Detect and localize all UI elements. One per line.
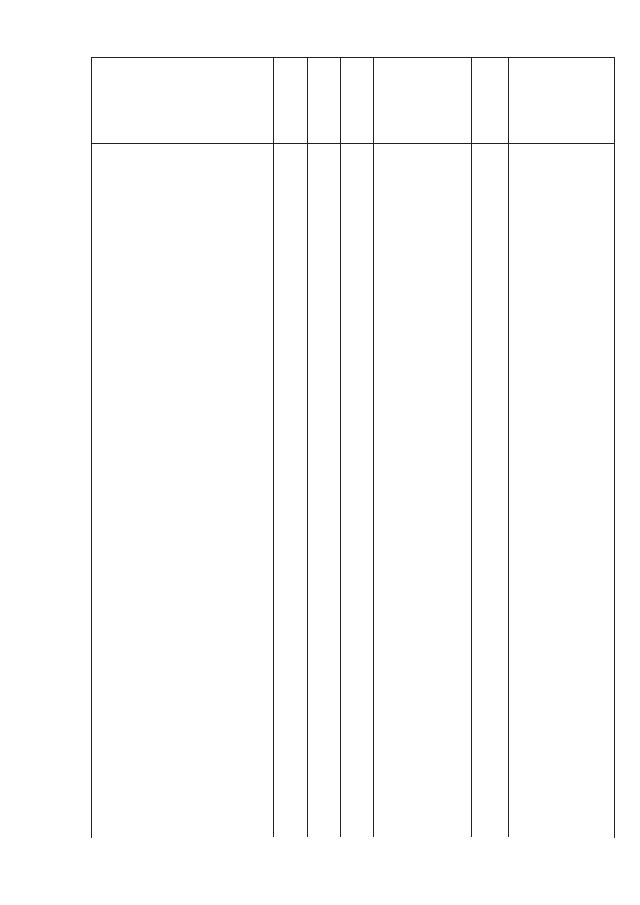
col-divider [307,57,308,837]
header-gruppa [488,52,501,146]
col-divider [471,57,472,837]
col-divider [340,57,341,837]
table-frame [91,57,615,838]
col-divider [273,57,274,837]
header-celevaya [402,53,415,133]
col-divider [508,57,509,837]
col-divider [373,57,374,837]
header-divider [91,143,614,144]
